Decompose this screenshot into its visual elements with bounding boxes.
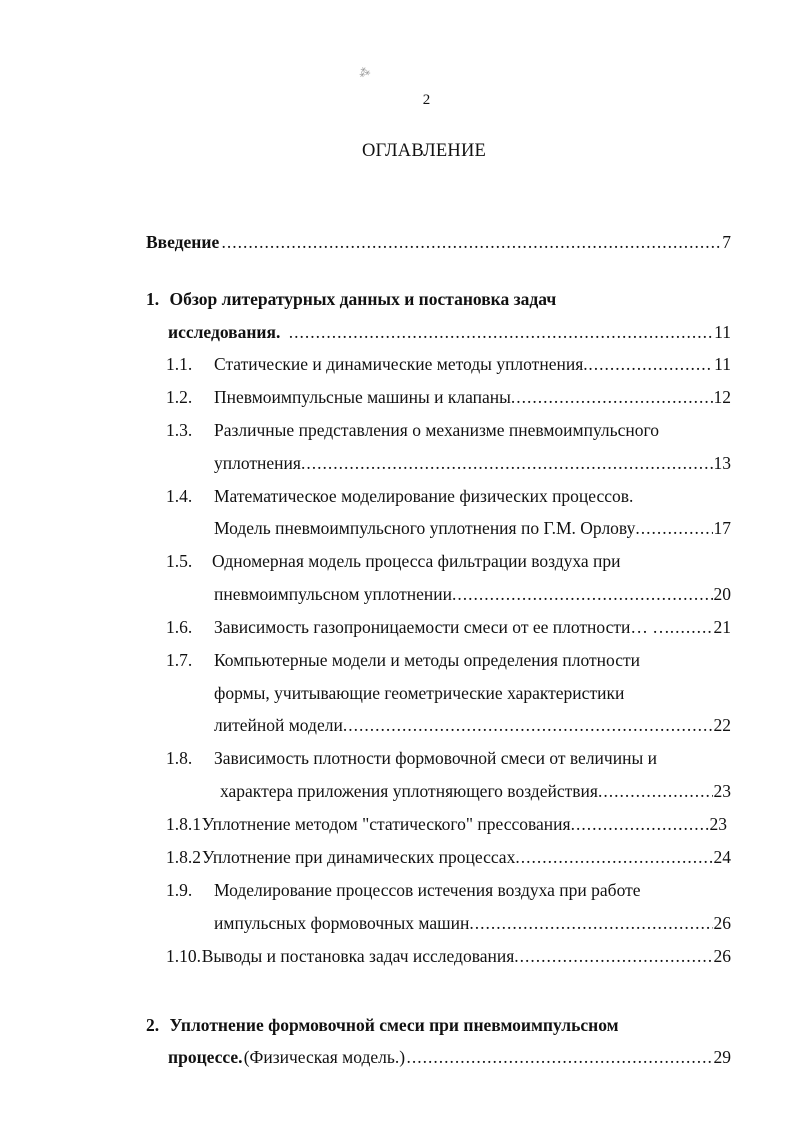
toc-entry-1-6[interactable] (214, 615, 731, 639)
toc-entry-label: импульсных формовочных машин (214, 913, 470, 933)
toc-entry-1-9-line1: Моделирование процессов истечения воздуха при работе (214, 880, 641, 900)
dot-leader (511, 385, 713, 409)
toc-number: 1.9. (166, 880, 193, 900)
toc-entry-intro[interactable] (146, 230, 731, 254)
dot-leader (301, 451, 713, 475)
dot-leader (571, 812, 709, 836)
toc-entry-1-5[interactable] (214, 582, 731, 606)
toc-entry-label: Зависимость газопроницаемости смеси от ее плотности… … (214, 617, 670, 637)
toc-entry-1-2[interactable] (214, 385, 731, 409)
chapter-subtitle: (Физическая модель.) (243, 1047, 406, 1067)
toc-number: 1.10. (166, 946, 201, 966)
toc-number: 1.7. (166, 650, 193, 670)
toc-number: 1.3. (166, 420, 193, 440)
dot-leader (598, 779, 713, 803)
page-number: 2 (422, 92, 431, 108)
toc-entry-1-8[interactable] (220, 779, 731, 803)
toc-page-number: 11 (714, 354, 731, 374)
toc-entry-1-5-line1: Одномерная модель процесса фильтрации воздуха при (212, 551, 621, 571)
toc-entry-1-8-2[interactable] (166, 845, 731, 869)
toc-entry-1-7-line2: формы, учитывающие геометрические характеристики (214, 683, 625, 703)
toc-entry-1-3-line1: Различные представления о механизме пневмоимпульсного (214, 420, 660, 440)
chapter-title-cont: процессе. (168, 1047, 243, 1067)
toc-page-number: 22 (713, 715, 731, 735)
toc-chapter-2[interactable] (146, 1013, 619, 1037)
toc-entry-label: литейной модели (214, 715, 343, 735)
dot-leader (469, 911, 712, 935)
toc-page-number: 13 (713, 453, 731, 473)
toc-page-number: 21 (713, 617, 731, 637)
toc-number: 1.4. (166, 486, 193, 506)
toc-entry-1-7-line1: Компьютерные модели и методы определения плотности (214, 650, 640, 670)
toc-page-number: 12 (713, 387, 731, 407)
toc-page-number: 29 (713, 1047, 731, 1067)
toc-entry-label: Пневмоимпульсные машины и клапаны (214, 387, 511, 407)
toc-number: 1.1. (166, 354, 193, 374)
chapter-title: Уплотнение формовочной смеси при пневмоимпульсном (169, 1015, 619, 1035)
dot-leader (289, 320, 713, 344)
toc-entry-1-10[interactable] (166, 944, 731, 968)
toc-entry-label: характера приложения уплотняющего воздействия (220, 781, 598, 801)
dot-leader (588, 352, 713, 376)
toc-entry-label: Уплотнение методом "статического" прессования (201, 814, 571, 834)
toc-title: ОГЛАВЛЕНИЕ (361, 141, 487, 161)
toc-page-number: 17 (713, 518, 731, 538)
toc-entry-1-3[interactable] (214, 451, 731, 475)
toc-number: 1.2. (166, 387, 193, 407)
toc-entry-1-4-line1: Математическое моделирование физических процессов. (214, 486, 634, 506)
toc-entry-1-8-1[interactable] (166, 812, 727, 836)
toc-entry-1-7[interactable] (214, 713, 731, 737)
toc-entry-1-4[interactable] (214, 516, 731, 540)
toc-page-number: 23 (709, 814, 727, 834)
toc-entry-label: уплотнения (214, 453, 301, 473)
toc-page-number: 23 (713, 781, 731, 801)
dot-leader (515, 845, 712, 869)
chapter-title: Обзор литературных данных и постановка задач (169, 289, 557, 309)
dot-leader (221, 230, 721, 254)
toc-entry-label: Уплотнение при динамических процессах (202, 847, 516, 867)
toc-entry-label: Введение (146, 232, 220, 252)
toc-entry-1-8-line1: Зависимость плотности формовочной смеси от величины и (214, 748, 657, 768)
toc-entry-label: Статические и динамические методы уплотнения. (214, 354, 588, 374)
toc-number: 1.8.1 (166, 814, 201, 834)
dot-leader (406, 1045, 712, 1069)
toc-number: 1.8. (166, 748, 193, 768)
toc-page-number: 26 (713, 913, 731, 933)
scan-speck: ⁂ (357, 65, 372, 81)
toc-chapter-1-cont[interactable] (168, 320, 731, 344)
toc-page-number: 20 (713, 584, 731, 604)
toc-entry-1-9[interactable] (214, 911, 731, 935)
toc-page-number: 24 (713, 847, 731, 867)
toc-entry-label: Модель пневмоимпульсного уплотнения по Г.М. Орлову (214, 518, 636, 538)
toc-page-number: 11 (714, 322, 731, 342)
chapter-number: 1. (146, 289, 160, 309)
toc-number: 1.5. (166, 551, 193, 571)
toc-entry-label: Выводы и постановка задач исследования (201, 946, 515, 966)
toc-chapter-1[interactable] (146, 287, 556, 311)
chapter-number: 2. (146, 1015, 160, 1035)
toc-page-number: 7 (722, 232, 731, 252)
toc-number: 1.8.2 (166, 847, 201, 867)
dot-leader (452, 582, 712, 606)
dot-leader (343, 713, 713, 737)
dot-leader (635, 516, 712, 540)
dot-leader (514, 944, 712, 968)
toc-page-number: 26 (713, 946, 731, 966)
toc-number: 1.6. (166, 617, 193, 637)
dot-leader (670, 615, 713, 639)
toc-chapter-2-cont[interactable] (168, 1045, 731, 1069)
toc-entry-1-1[interactable] (214, 352, 731, 376)
chapter-title-cont: исследования. (168, 322, 281, 342)
toc-entry-label: пневмоимпульсном уплотнении (214, 584, 453, 604)
